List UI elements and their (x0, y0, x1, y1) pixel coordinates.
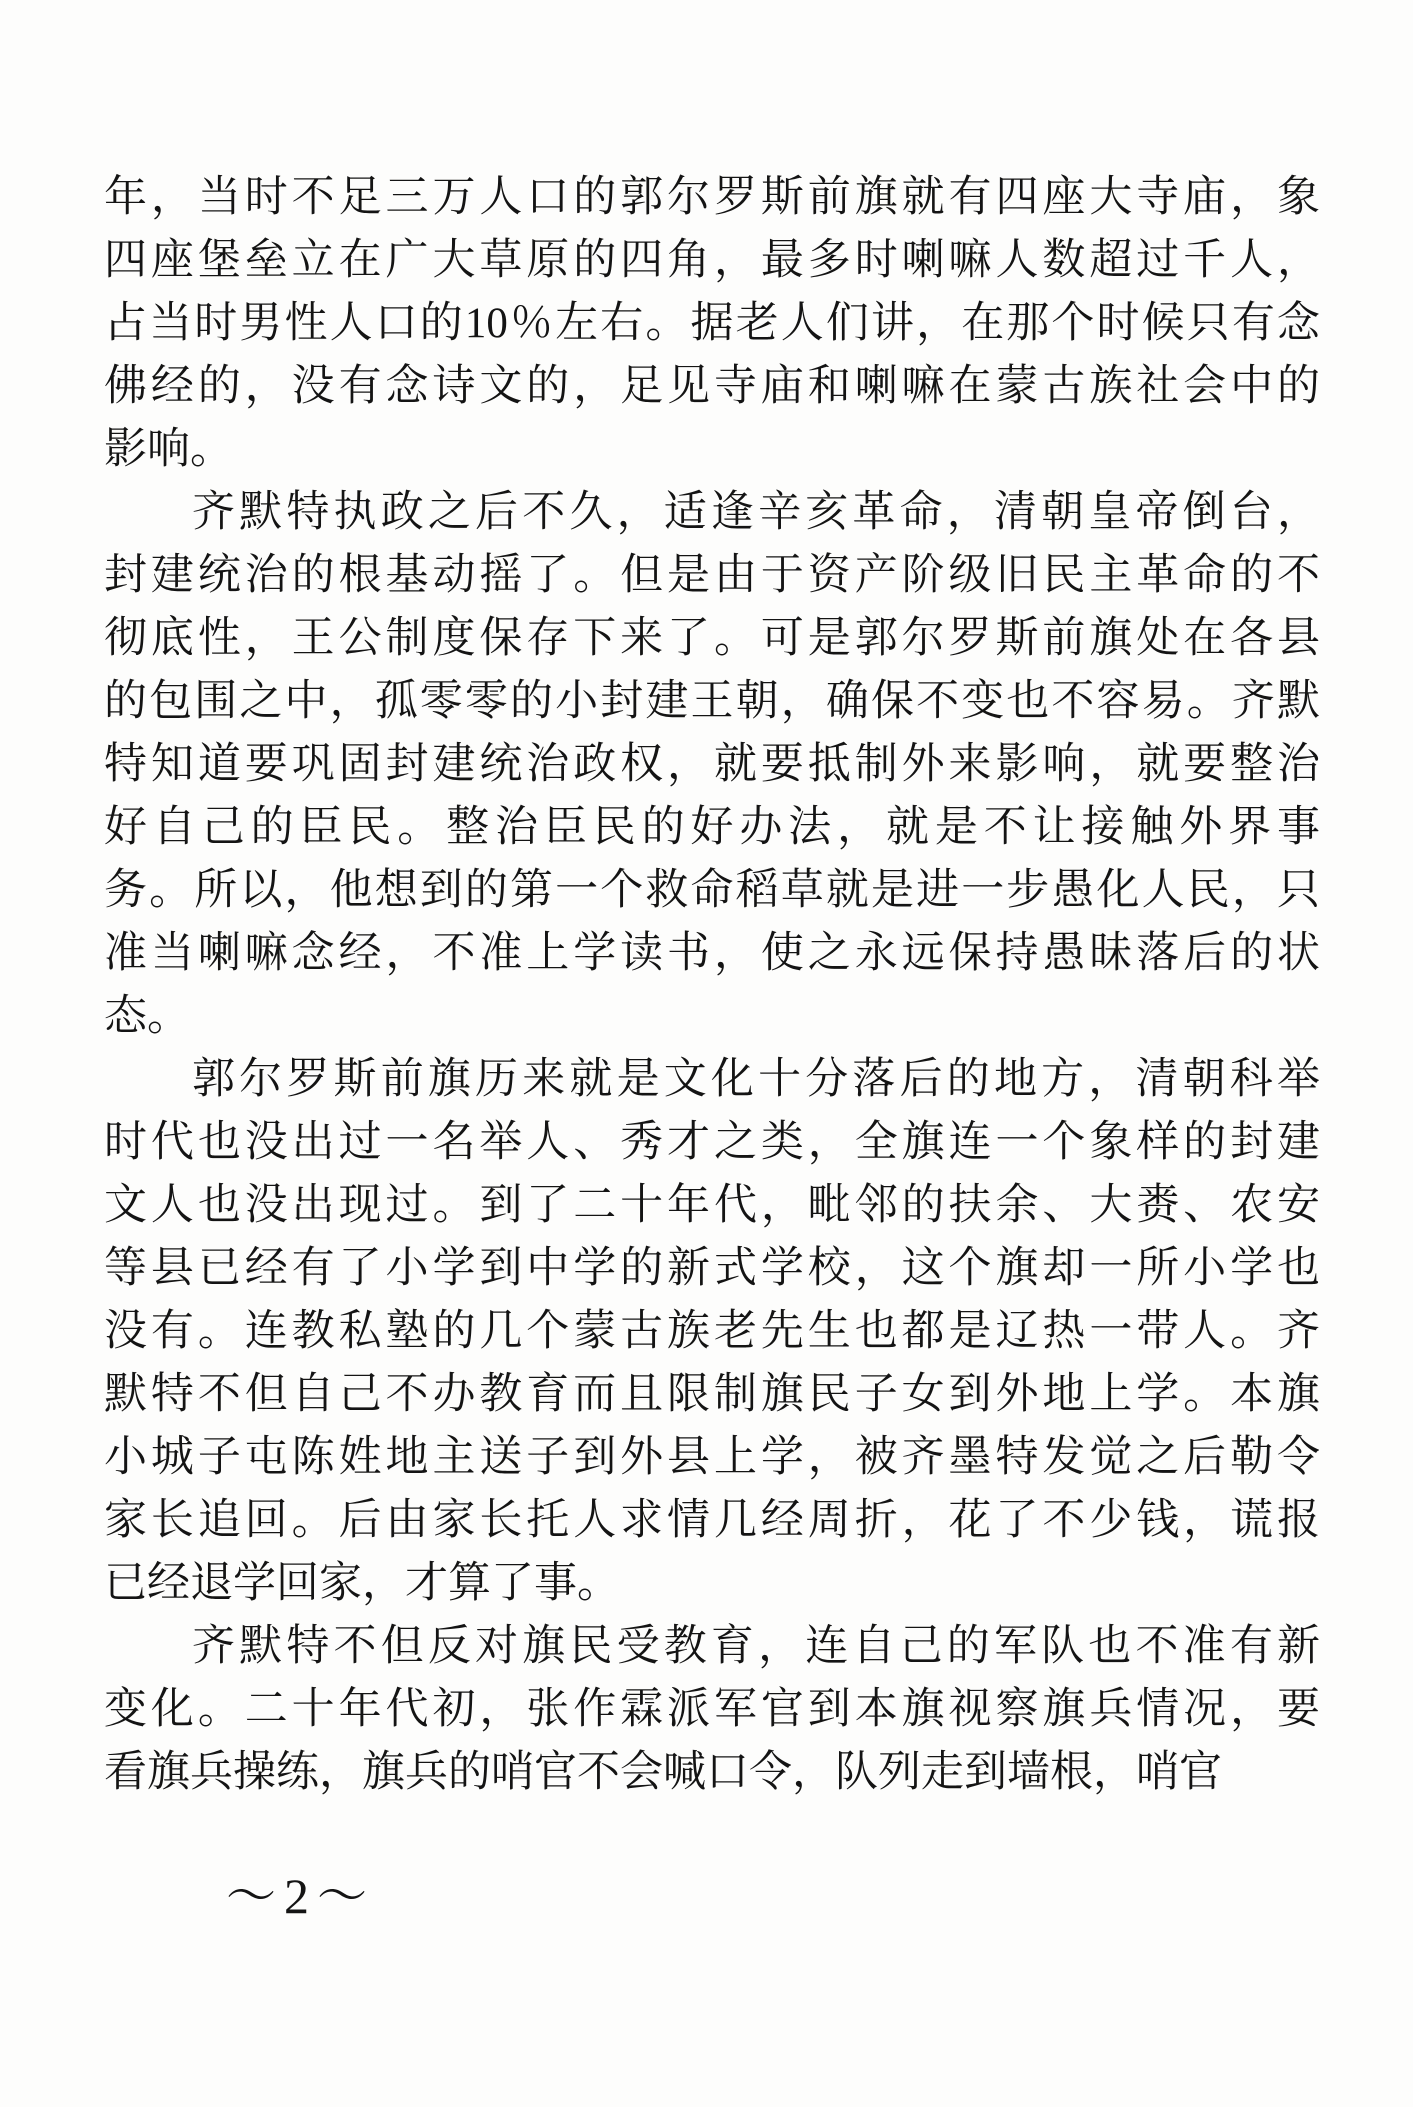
text-line: 影响。 (104, 426, 233, 473)
text-line: 默特不但自己不办教育而且限制旗民子女到外地上学。本旗 (104, 1371, 1320, 1418)
text-line: 占当时男性人口的10％左右。据老人们讲，在那个时候只有念 (104, 300, 1320, 347)
text-line: 年，当时不足三万人口的郭尔罗斯前旗就有四座大寺庙，象 (104, 174, 1320, 221)
text-line: 彻底性，王公制度保存下来了。可是郭尔罗斯前旗处在各县 (104, 615, 1320, 662)
text-line: 变化。二十年代初，张作霖派军官到本旗视察旗兵情况，要 (104, 1686, 1320, 1733)
text-line: 好自己的臣民。整治臣民的好办法，就是不让接触外界事 (104, 804, 1320, 851)
text-line: 小城子屯陈姓地主送子到外县上学，被齐墨特发觉之后勒令 (104, 1434, 1320, 1481)
body-text (104, 166, 1320, 1804)
text-line: 郭尔罗斯前旗历来就是文化十分落后的地方，清朝科举 (192, 1056, 1320, 1103)
text-line: 四座堡垒立在广大草原的四角，最多时喇嘛人数超过千人， (104, 237, 1320, 284)
text-line: 已经退学回家，才算了事。 (104, 1560, 620, 1607)
text-line: 特知道要巩固封建统治政权，就要抵制外来影响，就要整治 (104, 741, 1320, 788)
text-line: 佛经的，没有念诗文的，足见寺庙和喇嘛在蒙古族社会中的 (104, 363, 1320, 410)
text-line: 家长追回。后由家长托人求情几经周折，花了不少钱，谎报 (104, 1497, 1320, 1544)
text-line: 文人也没出现过。到了二十年代，毗邻的扶余、大赉、农安 (104, 1182, 1320, 1229)
text-line: 等县已经有了小学到中学的新式学校，这个旗却一所小学也 (104, 1245, 1320, 1292)
text-line: 态。 (104, 993, 190, 1040)
text-line: 的包围之中，孤零零的小封建王朝，确保不变也不容易。齐默 (104, 678, 1320, 725)
page-number: ～2～ (226, 1868, 375, 1924)
text-line: 准当喇嘛念经，不准上学读书，使之永远保持愚昧落后的状 (104, 930, 1320, 977)
text-line: 务。所以，他想到的第一个救命稻草就是进一步愚化人民，只 (104, 867, 1320, 914)
text-line: 时代也没出过一名举人、秀才之类，全旗连一个象样的封建 (104, 1119, 1320, 1166)
text-line: 齐默特执政之后不久，适逢辛亥革命，清朝皇帝倒台， (192, 489, 1320, 536)
text-line: 看旗兵操练，旗兵的哨官不会喊口令，队列走到墙根，哨官 (104, 1749, 1222, 1796)
text-line: 齐默特不但反对旗民受教育，连自己的军队也不准有新 (192, 1623, 1320, 1670)
text-line: 没有。连教私塾的几个蒙古族老先生也都是辽热一带人。齐 (104, 1308, 1320, 1355)
text-line: 封建统治的根基动摇了。但是由于资产阶级旧民主革命的不 (104, 552, 1320, 599)
